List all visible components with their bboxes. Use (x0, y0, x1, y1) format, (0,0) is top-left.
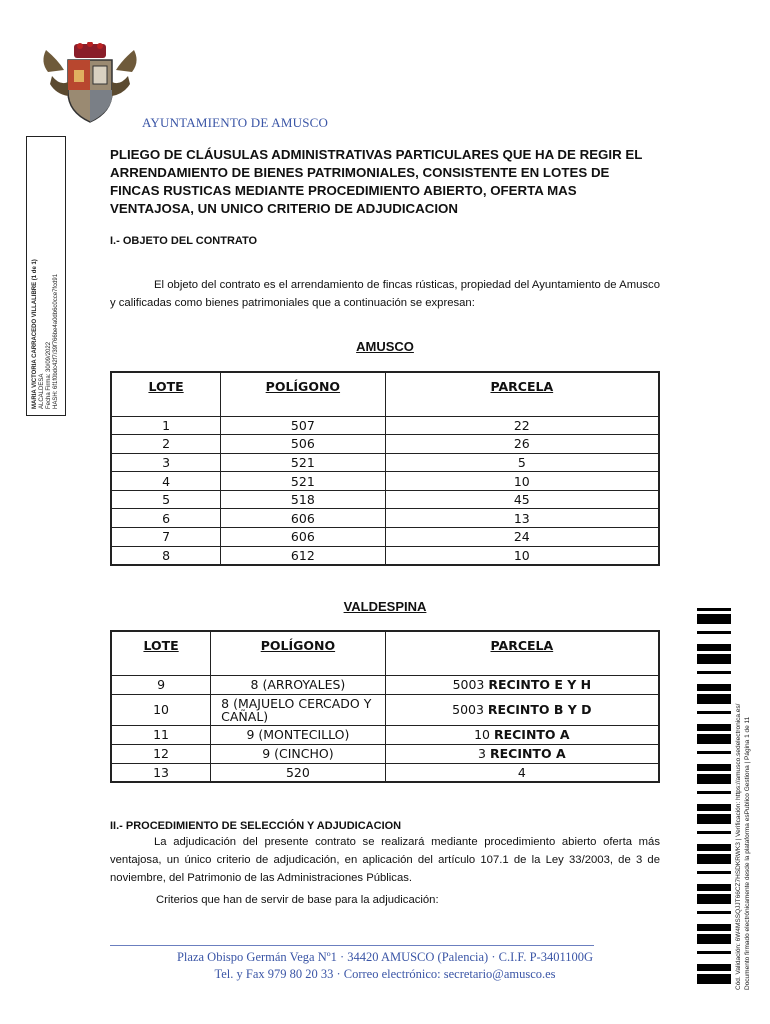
barcode-bar (697, 871, 731, 874)
barcode-bar (697, 844, 731, 848)
barcode-bar (697, 614, 731, 618)
section2-text: La adjudicación del presente contrato se realizará mediante procedimiento abierto oferta más ventajosa, un único criterio de adjudicación, en aplicación del artículo 107.1 de la Ley 33/2003, de 3 de noviembre, del Patrimonio de las Administraciones Públicas. (110, 836, 660, 884)
cell-lote: 9 (111, 675, 211, 694)
barcode-bar (697, 831, 731, 834)
barcode-bar (697, 808, 731, 809)
cell-poligono: 606 (221, 528, 386, 547)
signature-stamp (26, 136, 66, 416)
barcode-bar (697, 698, 731, 699)
barcode-bar (697, 769, 731, 771)
barcode-bar (697, 979, 731, 981)
table-row (111, 675, 659, 694)
parcela-number: 3 (478, 746, 486, 761)
barcode-bar (697, 609, 731, 611)
cell-lote: 10 (111, 694, 211, 725)
barcode-bar (697, 934, 731, 938)
cell-parcela (385, 725, 659, 744)
col-header-lote: LOTE (111, 372, 221, 416)
barcode-bar (697, 711, 731, 714)
cell-poligono: 606 (221, 509, 386, 528)
barcode-bar (697, 969, 731, 971)
barcode-bar (697, 649, 731, 651)
barcode-bar (697, 619, 731, 621)
section2-criteria-text: Criterios que han de servir de base para la adjudicación: (156, 894, 439, 906)
barcode-bar (697, 901, 731, 904)
verification-line2: Documento firmado electrónicamente desde la plataforma esPublico Gestiona | Página 1 de 11 (744, 716, 751, 990)
barcode-bar (697, 889, 731, 891)
barcode-bar (697, 814, 731, 818)
col-header-lote: LOTE (111, 631, 211, 675)
barcode-bar (697, 778, 731, 779)
cell-lote: 1 (111, 416, 221, 435)
parcela-recinto: RECINTO E Y H (488, 677, 592, 692)
barcode-bar (697, 899, 731, 901)
barcode-bar (697, 888, 731, 889)
barcode-bar (697, 861, 731, 864)
barcode-bar (697, 941, 731, 944)
parcela-recinto: RECINTO A (489, 746, 566, 761)
barcode-bar (697, 689, 731, 691)
section2-heading: II.- PROCEDIMIENTO DE SELECCIÓN Y ADJUDICACION (110, 820, 402, 832)
barcode-bar (697, 968, 731, 969)
cell-parcela: 13 (385, 509, 659, 528)
stamp-signer: MARIA VICTORIA CARRACEDO VILLALIBRE (1 de 1) (32, 259, 38, 409)
cell-lote: 6 (111, 509, 221, 528)
cell-parcela: 24 (385, 528, 659, 547)
barcode-bar (697, 631, 731, 634)
barcode-bar (697, 729, 731, 731)
barcode-bar (697, 618, 731, 619)
parcela-number: 4 (517, 764, 526, 780)
stamp-hash: HASH: 6f1f0bdc42f7/39f766be4a0db6c0cce7fcd91 (53, 273, 59, 409)
barcode-bar (697, 854, 731, 858)
col-header-poligono: POLÍGONO (221, 372, 386, 416)
table-row (111, 763, 659, 782)
barcode-bar (697, 661, 731, 664)
barcode-bar (697, 938, 731, 939)
barcode-bar (697, 859, 731, 861)
barcode-bar (697, 768, 731, 769)
barcode-bar (697, 809, 731, 811)
barcode-bar (697, 739, 731, 741)
cell-lote: 4 (111, 472, 221, 491)
footer-divider (110, 945, 594, 946)
barcode-bar (697, 849, 731, 851)
barcode-bar (697, 654, 731, 658)
barcode-bar (697, 621, 731, 624)
barcode-bar (697, 964, 731, 968)
barcode-bar (697, 738, 731, 739)
cell-parcela (385, 694, 659, 725)
verification-line1: Cód. Validación: 6W4MSSQJJT66CZ7HSDKRWK3 | Verificación: https://amusco.sedelectronica.es/ (735, 703, 742, 990)
footer-address: Plaza Obispo Germán Vega Nº1 · 34420 AMUSCO (Palencia) · C.I.F. P-3401100G (176, 950, 594, 964)
table-amusco-caption: AMUSCO (356, 339, 414, 354)
col-header-parcela: PARCELA (385, 631, 659, 675)
cell-lote: 2 (111, 435, 221, 454)
barcode-bar (697, 911, 731, 914)
cell-lote: 12 (111, 744, 211, 763)
barcode-bar (697, 671, 731, 674)
barcode-bar (697, 608, 731, 609)
cell-poligono: 612 (221, 546, 386, 565)
cell-parcela: 22 (385, 416, 659, 435)
barcode-bar (697, 898, 731, 899)
barcode-bar (697, 884, 731, 888)
cell-poligono: 9 (MONTECILLO) (211, 725, 386, 744)
parcela-number: 5003 (452, 702, 484, 717)
barcode-bar (697, 928, 731, 929)
barcode-bar (697, 774, 731, 778)
barcode-bar (697, 791, 731, 794)
barcode-bar (697, 741, 731, 744)
barcode-bar (697, 804, 731, 808)
barcode-bar (697, 848, 731, 849)
col-header-parcela: PARCELA (385, 372, 659, 416)
cell-parcela: 10 (385, 546, 659, 565)
table-header-row (111, 372, 659, 416)
table-row (111, 546, 659, 565)
section1-text: El objeto del contrato es el arrendamiento de fincas rústicas, propiedad del Ayuntamiento de Amusco y calificadas como bienes patrimoniales que a continuación se expresan: (110, 279, 660, 309)
barcode-bar (697, 951, 731, 954)
barcode-bar (697, 694, 731, 698)
barcode-bar (697, 724, 731, 728)
cell-poligono: 520 (211, 763, 386, 782)
col-header-poligono: POLÍGONO (211, 631, 386, 675)
table-row (111, 490, 659, 509)
barcode-bar (697, 751, 731, 754)
table-row (111, 416, 659, 435)
barcode-bar (697, 819, 731, 821)
cell-poligono: 518 (221, 490, 386, 509)
barcode-bar (697, 974, 731, 978)
barcode-bar (697, 818, 731, 819)
cell-poligono: 521 (221, 472, 386, 491)
document-title: PLIEGO DE CLÁUSULAS ADMINISTRATIVAS PARTICULARES QUE HA DE REGIR EL ARRENDAMIENTO DE BIENES PATRIMONIALES, CONSISTENTE EN LOTES DE FINCAS RUSTICAS MEDIANTE PROCEDIMIENTO ABIERTO, OFERTA MAS VENTAJOSA, UN UNICO CRITERIO DE ADJUDICACION (110, 147, 643, 216)
cell-parcela (385, 763, 659, 782)
table-row (111, 435, 659, 454)
barcode-icon (697, 608, 731, 988)
cell-parcela (385, 675, 659, 694)
table-amusco (110, 371, 660, 566)
cell-parcela: 45 (385, 490, 659, 509)
cell-poligono: 8 (MAJUELO CERCADO Y CAÑAL) (211, 694, 386, 725)
parcela-number: 10 (474, 727, 490, 742)
barcode-bar (697, 764, 731, 768)
section1-heading: I.- OBJETO DEL CONTRATO (110, 235, 258, 247)
cell-parcela (385, 744, 659, 763)
barcode-bar (697, 779, 731, 781)
table-row (111, 453, 659, 472)
cell-poligono: 506 (221, 435, 386, 454)
cell-parcela: 10 (385, 472, 659, 491)
stamp-role: ALCALDESA (39, 373, 45, 409)
cell-lote: 3 (111, 453, 221, 472)
table-row (111, 528, 659, 547)
table-header-row (111, 631, 659, 675)
barcode-bar (697, 701, 731, 704)
barcode-bar (697, 939, 731, 941)
cell-parcela: 5 (385, 453, 659, 472)
section2-paragraph (110, 833, 660, 887)
barcode-bar (697, 978, 731, 979)
table-valdespina (110, 630, 660, 783)
barcode-bar (697, 981, 731, 984)
barcode-bar (697, 699, 731, 701)
barcode-bar (697, 659, 731, 661)
cell-poligono: 9 (CINCHO) (211, 744, 386, 763)
barcode-bar (697, 929, 731, 931)
barcode-bar (697, 658, 731, 659)
parcela-recinto: RECINTO A (493, 727, 570, 742)
coat-of-arms-icon (38, 42, 142, 124)
parcela-recinto: RECINTO B Y D (487, 702, 592, 717)
table-valdespina-caption: VALDESPINA (343, 599, 427, 614)
section1-paragraph (110, 276, 660, 312)
barcode-bar (697, 684, 731, 688)
cell-poligono: 8 (ARROYALES) (211, 675, 386, 694)
cell-parcela: 26 (385, 435, 659, 454)
cell-lote: 5 (111, 490, 221, 509)
cell-lote: 8 (111, 546, 221, 565)
barcode-bar (697, 734, 731, 738)
parcela-number: 5003 (452, 677, 485, 692)
table-row (111, 744, 659, 763)
stamp-date: Fecha Firma: 30/09/2022 (46, 341, 52, 409)
barcode-bar (697, 688, 731, 689)
barcode-bar (697, 644, 731, 648)
barcode-bar (697, 728, 731, 729)
cell-poligono: 507 (221, 416, 386, 435)
cell-poligono: 521 (221, 453, 386, 472)
barcode-bar (697, 781, 731, 784)
barcode-bar (697, 924, 731, 928)
cell-lote: 7 (111, 528, 221, 547)
footer-contact: Tel. y Fax 979 80 20 33 · Correo electrónico: secretario@amusco.es (214, 967, 556, 981)
barcode-bar (697, 648, 731, 649)
table-row (111, 694, 659, 725)
barcode-bar (697, 894, 731, 898)
org-name: AYUNTAMIENTO DE AMUSCO (142, 115, 329, 130)
table-row (111, 509, 659, 528)
table-row (111, 472, 659, 491)
barcode-bar (697, 821, 731, 824)
table-row (111, 725, 659, 744)
cell-lote: 13 (111, 763, 211, 782)
cell-lote: 11 (111, 725, 211, 744)
verification-text (734, 610, 760, 990)
barcode-bar (697, 858, 731, 859)
